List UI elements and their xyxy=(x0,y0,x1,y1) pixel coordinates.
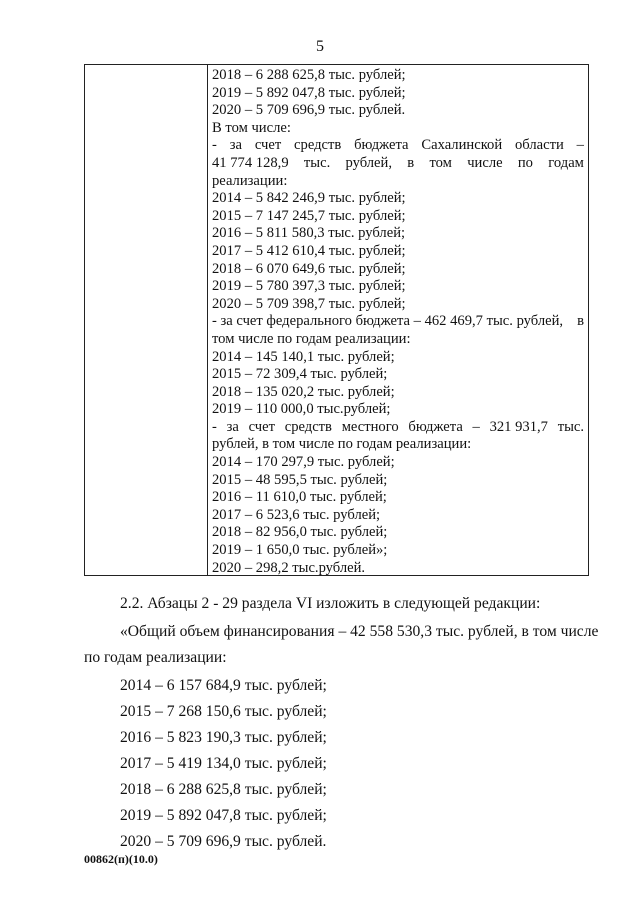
local-year-line: 2018 – 82 956,0 тыс. рублей; xyxy=(212,524,388,541)
quote-line-second: по годам реализации: xyxy=(84,649,227,666)
word: по xyxy=(517,154,533,171)
word: за xyxy=(226,418,239,435)
federal-year-line: 2018 – 135 020,2 тыс. рублей; xyxy=(212,383,395,400)
word: области xyxy=(515,137,564,154)
federal-budget-tail: том числе по годам реализации: xyxy=(212,330,411,347)
table-financing-cell xyxy=(212,67,584,577)
quote-year-line: 2016 – 5 823 190,3 тыс. рублей; xyxy=(120,729,327,746)
page-number: 5 xyxy=(316,38,324,55)
quote-year-line: 2014 – 6 157 684,9 тыс. рублей; xyxy=(120,677,327,694)
word: 41 774 128,9 xyxy=(212,154,289,171)
word: бюджета xyxy=(354,137,409,154)
federal-budget-intro xyxy=(212,313,584,331)
word: 321 931,7 xyxy=(489,418,548,435)
regional-budget-intro xyxy=(212,137,584,155)
regional-year-line: 2014 – 5 842 246,9 тыс. рублей; xyxy=(212,190,406,207)
total-year-line: 2019 – 5 892 047,8 тыс. рублей; xyxy=(212,84,406,101)
regional-year-line: 2018 – 6 070 649,6 тыс. рублей; xyxy=(212,260,406,277)
regional-year-line: 2015 – 7 147 245,7 тыс. рублей; xyxy=(212,207,406,224)
local-budget-tail: рублей, в том числе по годам реализации: xyxy=(212,436,472,453)
local-year-line: 2019 – 1 650,0 тыс. рублей»; xyxy=(212,542,388,559)
word: бюджета xyxy=(408,418,463,435)
word: в xyxy=(577,313,584,330)
including-label: В том числе: xyxy=(212,119,291,136)
total-year-line: 2018 – 6 288 625,8 тыс. рублей; xyxy=(212,67,406,83)
word: - за счет федерального бюджета – 462 469,7 тыс. рублей, xyxy=(212,313,564,330)
quote-year-line: 2020 – 5 709 696,9 тыс. рублей. xyxy=(120,833,327,850)
local-year-line: 2020 – 298,2 тыс.рублей. xyxy=(212,559,366,576)
regional-year-line: 2017 – 5 412 610,4 тыс. рублей; xyxy=(212,242,406,259)
local-year-line: 2016 – 11 610,0 тыс. рублей; xyxy=(212,489,387,506)
word: счет xyxy=(254,137,282,154)
word: годам xyxy=(548,154,584,171)
regional-year-line: 2020 – 5 709 398,7 тыс. рублей; xyxy=(212,295,406,312)
document-code: 00862(п)(10.0) xyxy=(84,852,158,866)
word: – xyxy=(472,418,480,435)
word: - xyxy=(212,137,217,154)
federal-year-line: 2015 – 72 309,4 тыс. рублей; xyxy=(212,366,388,383)
quote-year-line: 2018 – 6 288 625,8 тыс. рублей; xyxy=(120,781,327,798)
quote-year-line: 2015 – 7 268 150,6 тыс. рублей; xyxy=(120,703,327,720)
regional-budget-tail: реализации: xyxy=(212,172,288,189)
federal-year-line: 2019 – 110 000,0 тыс.рублей; xyxy=(212,401,391,418)
word: тыс. xyxy=(303,154,331,171)
federal-year-line: 2014 – 145 140,1 тыс. рублей; xyxy=(212,348,395,365)
section-heading: 2.2. Абзацы 2 - 29 раздела VI изложить в следующей редакции: xyxy=(120,595,541,612)
table-column-divider xyxy=(207,65,208,575)
word: средств xyxy=(294,137,342,154)
quote-year-line: 2019 – 5 892 047,8 тыс. рублей; xyxy=(120,807,327,824)
word: - xyxy=(212,418,217,435)
local-budget-intro xyxy=(212,419,584,437)
regional-year-line: 2019 – 5 780 397,3 тыс. рублей; xyxy=(212,278,406,295)
quote-line-first: «Общий объем финансирования – 42 558 530,3 тыс. рублей, в том числе xyxy=(120,623,599,640)
word: местного xyxy=(341,418,399,435)
word: за xyxy=(229,137,242,154)
word: числе xyxy=(467,154,503,171)
word: – xyxy=(576,137,584,154)
word: в xyxy=(407,154,415,171)
quote-year-line: 2017 – 5 419 134,0 тыс. рублей; xyxy=(120,755,327,772)
local-year-line: 2015 – 48 595,5 тыс. рублей; xyxy=(212,471,388,488)
word: счет xyxy=(248,418,275,435)
word: средств xyxy=(284,418,332,435)
word: том xyxy=(429,154,452,171)
local-year-line: 2017 – 6 523,6 тыс. рублей; xyxy=(212,506,381,523)
regional-budget-amount xyxy=(212,155,584,173)
regional-year-line: 2016 – 5 811 580,3 тыс. рублей; xyxy=(212,225,406,242)
word: Сахалинской xyxy=(421,137,503,154)
total-year-line: 2020 – 5 709 696,9 тыс. рублей. xyxy=(212,102,406,119)
financing-table xyxy=(84,64,589,576)
local-year-line: 2014 – 170 297,9 тыс. рублей; xyxy=(212,454,395,471)
word: рублей, xyxy=(345,154,392,171)
word: тыс. xyxy=(557,418,584,435)
